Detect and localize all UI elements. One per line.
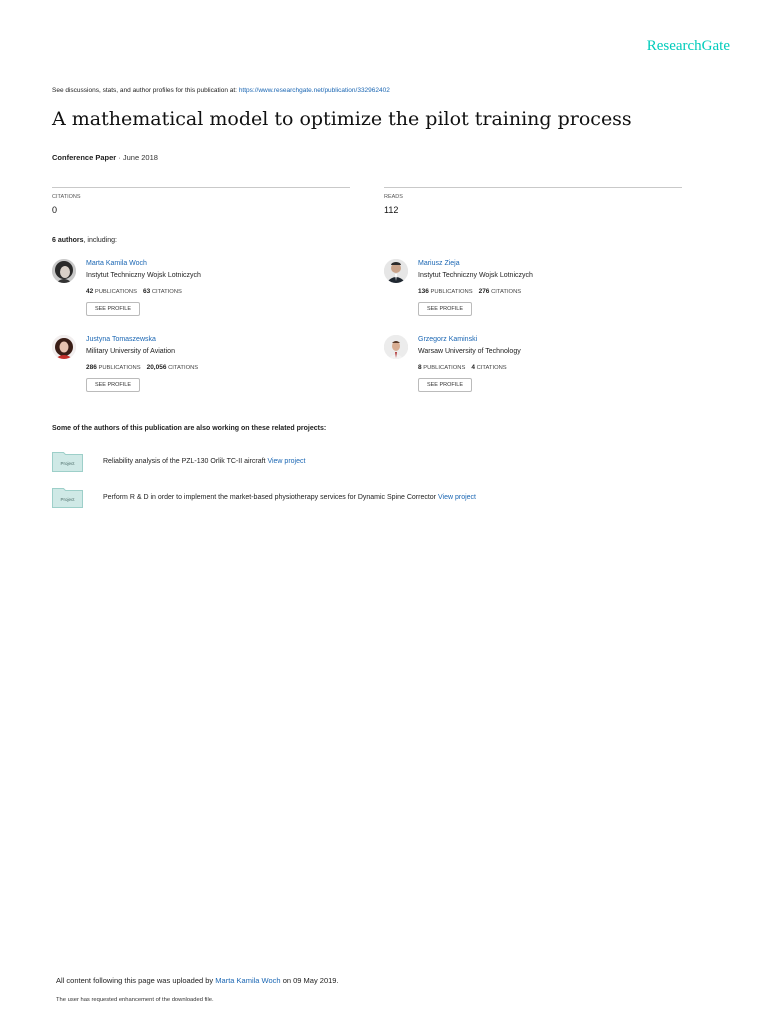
author-stats — [418, 364, 507, 371]
upload-note — [56, 976, 339, 985]
citations-label: CITATIONS — [151, 289, 182, 295]
author-name[interactable]: Marta Kamila Woch — [86, 260, 147, 267]
project-item — [52, 486, 612, 510]
project-description — [103, 458, 305, 465]
discussion-line — [52, 87, 390, 94]
author-stats — [86, 288, 182, 295]
authors-heading — [52, 237, 117, 244]
related-projects-heading: Some of the authors of this publication are also working on these related projects: — [52, 425, 327, 432]
reads-label: READS — [384, 194, 403, 200]
citations-label: CITATIONS — [491, 289, 522, 295]
project-title: Reliability analysis of the PZL-130 Orlik TC-II aircraft — [103, 458, 266, 465]
view-project-link[interactable]: View project — [437, 494, 476, 501]
publications-label: PUBLICATIONS — [423, 365, 466, 371]
avatar[interactable] — [384, 259, 408, 283]
citations-label: CITATIONS — [52, 194, 81, 200]
reads-count: 112 — [384, 205, 399, 215]
authors-suffix: , including: — [83, 237, 117, 244]
citations-count: 0 — [52, 205, 58, 215]
author-name[interactable]: Justyna Tomaszewska — [86, 336, 156, 343]
author-card-justyna-tomaszewska — [52, 335, 352, 400]
request-note: The user has requested enhancement of the downloaded file. — [56, 997, 214, 1003]
author-institution: Instytut Techniczny Wojsk Lotniczych — [418, 272, 533, 279]
citations-count: 63 — [142, 288, 151, 295]
author-name[interactable]: Mariusz Zieja — [418, 260, 460, 267]
project-item — [52, 450, 612, 474]
author-institution: Military University of Aviation — [86, 348, 175, 355]
author-stats — [86, 364, 198, 371]
upload-prefix: All content following this page was uploaded by — [56, 976, 214, 985]
project-description — [103, 494, 476, 501]
upload-suffix: on 09 May 2019. — [282, 976, 339, 985]
publication-meta — [52, 153, 158, 162]
publications-label: PUBLICATIONS — [98, 365, 141, 371]
citations-label: CITATIONS — [476, 365, 507, 371]
authors-count: 6 authors — [52, 237, 84, 244]
reads-divider — [384, 187, 682, 188]
researchgate-logo[interactable]: ResearchGate — [646, 38, 730, 54]
project-title: Perform R & D in order to implement the market-based physiotherapy services for Dynamic Spine Corrector — [103, 494, 437, 501]
author-stats — [418, 288, 521, 295]
citations-count: 276 — [478, 288, 490, 295]
publications-count: 8 — [418, 364, 422, 371]
author-card-marta-kamila-woch — [52, 259, 352, 324]
publication-url-link[interactable]: https://www.researchgate.net/publication/332962402 — [238, 87, 390, 94]
see-profile-button[interactable]: SEE PROFILE — [86, 302, 140, 316]
page-title: A mathematical model to optimize the pilot training process — [52, 108, 632, 130]
see-profile-button[interactable]: SEE PROFILE — [418, 302, 472, 316]
author-institution: Instytut Techniczny Wojsk Lotniczych — [86, 272, 201, 279]
discussion-prefix: See discussions, stats, and author profiles for this publication at: — [52, 87, 237, 94]
project-folder-icon[interactable] — [52, 450, 83, 472]
citations-count: 4 — [471, 364, 475, 371]
project-folder-label: Project — [60, 497, 75, 502]
view-project-link[interactable]: View project — [267, 458, 306, 465]
see-profile-button[interactable]: SEE PROFILE — [86, 378, 140, 392]
uploader-link[interactable]: Marta Kamila Woch — [215, 976, 281, 985]
publications-count: 286 — [86, 364, 97, 371]
publications-count: 136 — [418, 288, 429, 295]
author-card-grzegorz-kaminski — [384, 335, 684, 400]
publication-date: · June 2018 — [118, 153, 158, 162]
project-folder-icon[interactable] — [52, 486, 83, 508]
author-institution: Warsaw University of Technology — [418, 348, 521, 355]
avatar[interactable] — [52, 259, 76, 283]
avatar[interactable] — [52, 335, 76, 359]
author-card-mariusz-zieja — [384, 259, 684, 324]
citations-count: 20,056 — [146, 364, 167, 371]
citations-label: CITATIONS — [168, 365, 199, 371]
publications-label: PUBLICATIONS — [94, 289, 137, 295]
avatar[interactable] — [384, 335, 408, 359]
see-profile-button[interactable]: SEE PROFILE — [418, 378, 472, 392]
publication-type: Conference Paper — [52, 153, 117, 162]
citations-divider — [52, 187, 350, 188]
author-name[interactable]: Grzegorz Kaminski — [418, 336, 478, 343]
project-folder-label: Project — [60, 461, 75, 466]
publications-label: PUBLICATIONS — [430, 289, 473, 295]
publications-count: 42 — [86, 288, 94, 295]
